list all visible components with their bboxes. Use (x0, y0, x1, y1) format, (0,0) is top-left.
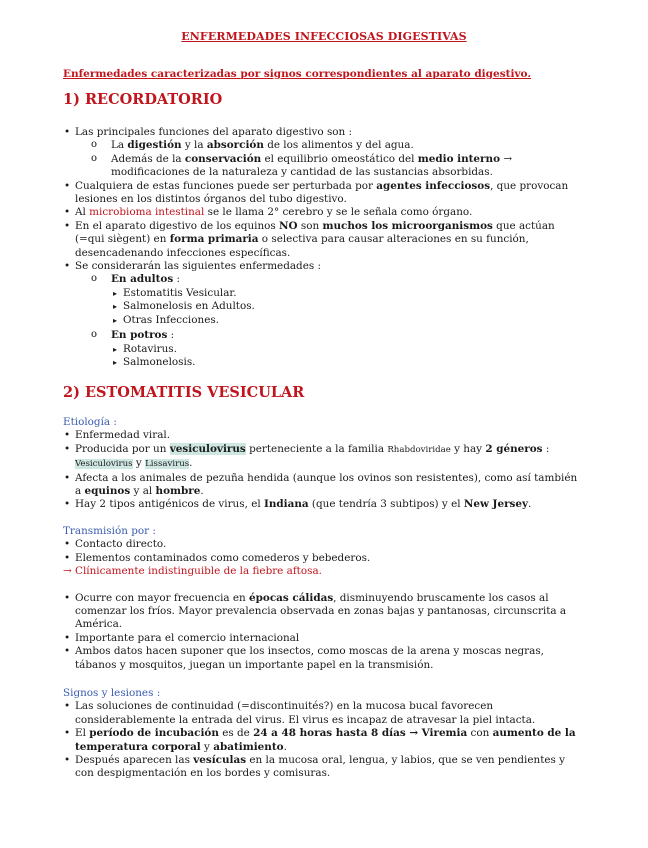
list-item: • Al microbioma intestinal se le llama 2° cerebro y se le señala como órgano. (63, 206, 585, 219)
list-item: • Ocurre con mayor frecuencia en épocas cálidas, disminuyendo bruscamente los casos al comenzar los fríos. Mayor prevalencia observada en zonas bajas y pantanosas, circunscrita a América. (63, 592, 585, 632)
list-item: • Afecta a los animales de pezuña hendida (aunque los ovinos son resistentes), como así también a equinos y al hombre. (63, 472, 585, 499)
list-item: • En el aparato digestivo de los equinos NO son muchos los microorganismos que actúan (=qui siègent) en forma primaria o selectiva para causar alteraciones en su función, desencadenando infecciones específicas. (63, 220, 585, 260)
section-1-body (63, 126, 585, 369)
document-subtitle: Enfermedades caracterizadas por signos correspondientes al aparato digestivo. (63, 68, 532, 80)
list-item: • Contacto directo. (63, 538, 585, 551)
transmision-list-2 (63, 592, 585, 672)
transmision-note: → Clínicamente indistinguible de la fiebre aftosa. (63, 565, 322, 578)
list-item: • Producida por un vesiculovirus perteneciente a la familia Rhabdoviridae y hay 2 géneros : Vesiculovirus y Lissavirus. (63, 443, 585, 472)
list-item: o La digestión y la absorción de los alimentos y del agua. (63, 139, 585, 152)
list-item: • Enfermedad viral. (63, 429, 585, 442)
list-item: • Se considerarán las siguientes enfermedades : (63, 260, 585, 273)
signos-block (63, 687, 585, 781)
list-item: • Ambos datos hacen suponer que los insectos, como moscas de la arena y moscas negras, tábanos y mosquitos, juegan un importante papel en la transmisión. (63, 645, 585, 672)
list-item: • Hay 2 tipos antigénicos de virus, el Indiana (que tendría 3 subtipos) y el New Jersey. (63, 498, 585, 511)
list-item: o En potros : (63, 329, 585, 342)
list-item: • Después aparecen las vesículas en la mucosa oral, lengua, y labios, que se ven pendientes y con despigmentación en los bordes y comisuras. (63, 754, 585, 781)
transmision-list (63, 538, 585, 565)
signos-list (63, 700, 585, 780)
list-item: • Importante para el comercio internacional (63, 632, 585, 645)
etiologia-block (63, 416, 585, 512)
list-item: o Además de la conservación el equilibrio omeostático del medio interno → modificaciones de la naturaleza y cantidad de las sustancias absorbidas. (63, 153, 585, 180)
document-title: ENFERMEDADES INFECCIOSAS DIGESTIVAS (181, 30, 467, 43)
list-item: ▸ Salmonelosis. (63, 356, 585, 369)
transmision-block (63, 525, 585, 672)
list-item: • Cualquiera de estas funciones puede ser perturbada por agentes infecciosos, que provocan lesiones en los distintos órganos del tubo digestivo. (63, 180, 585, 207)
list-item: • Las principales funciones del aparato digestivo son : (63, 126, 585, 139)
recordatorio-list (63, 126, 585, 369)
section-2-heading: 2) ESTOMATITIS VESICULAR (63, 384, 305, 401)
etiologia-label: Etiología : (63, 416, 117, 428)
list-item: • Elementos contaminados como comederos y bebederos. (63, 552, 585, 565)
transmision-label: Transmisión por : (63, 525, 156, 537)
list-item: o En adultos : (63, 273, 585, 286)
section-1-heading: 1) RECORDATORIO (63, 91, 223, 108)
list-item: ▸ Salmonelosis en Adultos. (63, 300, 585, 313)
etiologia-list (63, 429, 585, 511)
signos-label: Signos y lesiones : (63, 687, 161, 699)
list-item: • Las soluciones de continuidad (=discontinuités?) en la mucosa bucal favorecen considerablemente la entrada del virus. El virus es incapaz de atravesar la piel intacta. (63, 700, 585, 727)
list-item: ▸ Rotavirus. (63, 343, 585, 356)
list-item: ▸ Otras Infecciones. (63, 314, 585, 327)
list-item: ▸ Estomatitis Vesicular. (63, 287, 585, 300)
list-item: • El período de incubación es de 24 a 48 horas hasta 8 días → Viremia con aumento de la temperatura corporal y abatimiento. (63, 727, 585, 754)
